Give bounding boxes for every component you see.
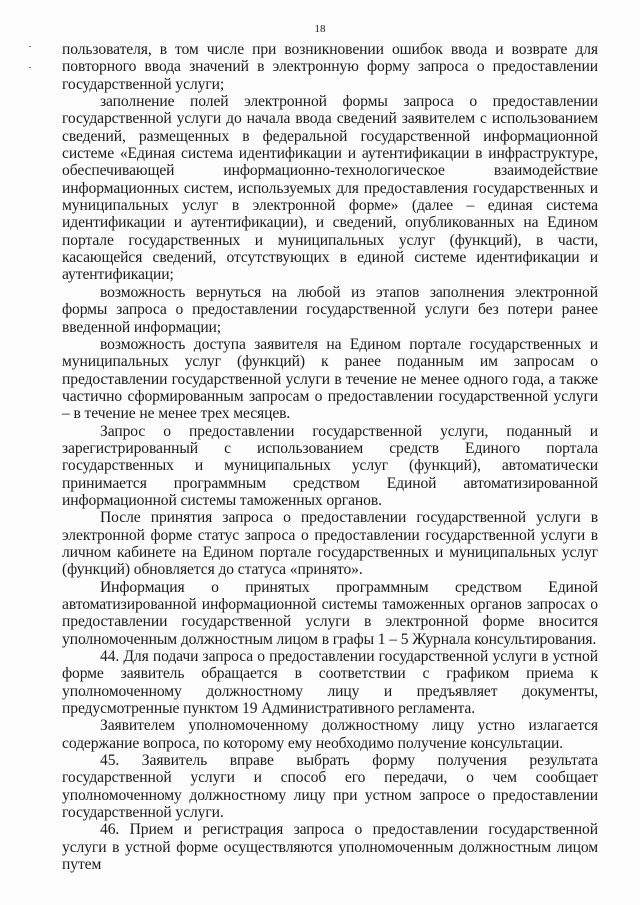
paragraph: заполнение полей электронной формы запроса о предоставлении государственной услуги до начала ввода сведений заявителем с использованием сведений, размещенных в федеральной государственной информационной системе «Единая система идентификации и аутентификации в инфраструктуре, обеспечивающей информационно-технологическое взаимодействие информационных систем, используемых для предоставления государственных и муниципальных услуг в электронной форме» (далее – единая система идентификации и аутентификации), и сведений, опубликованных на Едином портале государственных и муниципальных услуг (функций), в части, касающейся сведений, отсутствующих в единой системе идентификации и аутентификации;: [62, 93, 598, 284]
paragraph: После принятия запроса о предоставлении государственной услуги в электронной форме статус запроса о предоставлении государственной услуги в личном кабинете на Едином портале государственных и муниципальных услуг (функций) обновляется до статуса «принято».: [62, 509, 598, 579]
paragraph: возможность доступа заявителя на Едином портале государственных и муниципальных услуг (функций) к ранее поданным им запросам о предоставлении государственной услуги в течение не менее одного года, а также частично сформированным запросам о предоставлении государственной услуги – в течение не менее трех месяцев.: [62, 335, 598, 423]
page-number: 18: [314, 23, 326, 35]
body-text: [62, 41, 598, 874]
paragraph-46: 46. Прием и регистрация запроса о предоставлении государственной услуги в устной форме осуществляются уполномоченным должностным лицом путем: [62, 821, 598, 874]
paragraph: возможность вернуться на любой из этапов заполнения электронной формы запроса о предоставлении государственной услуги без потери ранее введенной информации;: [62, 283, 598, 336]
paragraph: Запрос о предоставлении государственной услуги, поданный и зарегистрированный с использованием средств Единого портала государственных и муниципальных услуг (функций), автоматически принимается программным средством Единой автоматизированной информационной системы таможенных органов.: [62, 422, 598, 509]
margin-mark: [29, 46, 31, 47]
paragraph-45: 45. Заявитель вправе выбрать форму получения результата государственной услуги и способ его передачи, о чем сообщает уполномоченному должностному лицу при устном запросе о предоставлении государственной услуги.: [62, 752, 598, 822]
paragraph: Заявителем уполномоченному должностному лицу устно излагается содержание вопроса, по которому ему необходимо получение консультации.: [62, 717, 598, 752]
paragraph-44: 44. Для подачи запроса о предоставлении государственной услуги в устной форме заявитель обращается в соответствии с графиком приема к уполномоченному должностному лицу и предъявляет документы, предусмотренные пунктом 19 Административного регламента.: [62, 648, 598, 718]
paragraph: Информация о принятых программным средством Единой автоматизированной информационной системы таможенных органов запросах о предоставлении государственной услуги в электронной форме вносится уполномоченным должностным лицом в графы 1 – 5 Журнала консультирования.: [62, 578, 598, 648]
paragraph-continuation: пользователя, в том числе при возникновении ошибок ввода и возврате для повторного ввода значений в электронную форму запроса о предоставлении государственной услуги;: [62, 41, 598, 93]
margin-mark: [29, 67, 31, 68]
